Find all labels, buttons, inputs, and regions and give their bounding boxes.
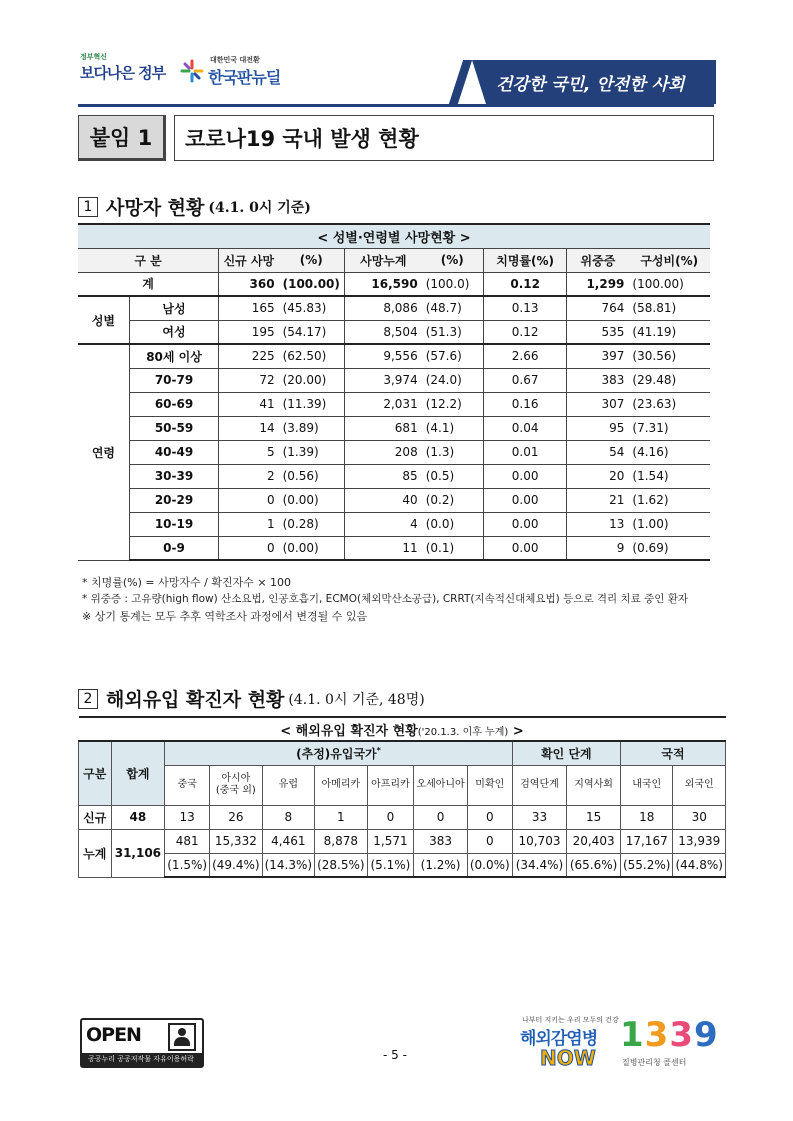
table-row bbox=[78, 536, 710, 560]
cell: 1 bbox=[315, 805, 367, 829]
row-label: 60-69 bbox=[129, 392, 218, 416]
cell: 383 bbox=[414, 829, 468, 853]
cell: (0.69) bbox=[628, 536, 710, 560]
head-gubun: 구분 bbox=[79, 741, 112, 805]
section2-title: 해외유입 확진자 현황 bbox=[106, 689, 285, 711]
cell: (20.00) bbox=[279, 368, 345, 392]
section2-heading bbox=[78, 685, 425, 712]
cell: (100.0) bbox=[422, 272, 484, 296]
col-cum-pct: (%) bbox=[422, 248, 484, 272]
cell: (1.39) bbox=[279, 440, 345, 464]
sub-asia-line2: (중국 외) bbox=[215, 785, 256, 796]
sub-africa: 아프리카 bbox=[367, 765, 414, 805]
cell: (1.54) bbox=[628, 464, 710, 488]
cell: 0.12 bbox=[483, 320, 566, 344]
gov-innovation-logo bbox=[80, 52, 170, 94]
open-word: OPEN bbox=[86, 1024, 141, 1046]
cell: 95 bbox=[567, 416, 629, 440]
cell: (55.2%) bbox=[620, 853, 672, 877]
cell: 681 bbox=[344, 416, 421, 440]
cell: 0.67 bbox=[483, 368, 566, 392]
col-new-pct: (%) bbox=[279, 248, 345, 272]
cell: 20 bbox=[567, 464, 629, 488]
cell: 0 bbox=[367, 805, 414, 829]
sub-europe: 유럽 bbox=[262, 765, 314, 805]
section1-title: 사망자 현황 bbox=[106, 197, 205, 219]
table-row bbox=[78, 440, 710, 464]
cell: (49.4%) bbox=[210, 853, 262, 877]
group-label: 연령 bbox=[78, 344, 129, 560]
cell: 0 bbox=[467, 805, 512, 829]
cell: 11 bbox=[344, 536, 421, 560]
row-label: 30-39 bbox=[129, 464, 218, 488]
cell: (0.00) bbox=[279, 488, 345, 512]
cell: 13 bbox=[165, 805, 210, 829]
section1-number: 1 bbox=[78, 197, 98, 217]
cell: 481 bbox=[165, 829, 210, 853]
cell: (0.0) bbox=[422, 512, 484, 536]
callcenter-1339-logo bbox=[618, 1015, 719, 1073]
cell: 8,504 bbox=[344, 320, 421, 344]
section2-number: 2 bbox=[78, 689, 98, 709]
cell: 5 bbox=[219, 440, 279, 464]
table-row bbox=[78, 416, 710, 440]
cell: 9 bbox=[567, 536, 629, 560]
section1-subtitle: (4.1. 0시 기준) bbox=[208, 199, 311, 216]
cell: (0.0%) bbox=[467, 853, 512, 877]
header-divider bbox=[78, 104, 714, 107]
cell: 0.00 bbox=[483, 464, 566, 488]
cell: 1,571 bbox=[367, 829, 414, 853]
cell: 3,974 bbox=[344, 368, 421, 392]
cell: 1 bbox=[219, 512, 279, 536]
head-origin-mark: * bbox=[376, 745, 381, 755]
gov-logo-big-text: 보다나은 정부 bbox=[80, 64, 166, 82]
cell: (41.19) bbox=[628, 320, 710, 344]
cell: (3.89) bbox=[279, 416, 345, 440]
cell: (1.00) bbox=[628, 512, 710, 536]
row-label: 신규 bbox=[79, 805, 112, 829]
cell: 0.12 bbox=[483, 272, 566, 296]
cell: (0.00) bbox=[279, 536, 345, 560]
cell: 41 bbox=[219, 392, 279, 416]
cell: (1.62) bbox=[628, 488, 710, 512]
table-row bbox=[79, 853, 726, 877]
cell: 31,106 bbox=[111, 829, 165, 877]
cell: (34.4%) bbox=[512, 853, 567, 877]
cell: 85 bbox=[344, 464, 421, 488]
head-stage: 확인 단계 bbox=[512, 741, 620, 765]
sub-unknown: 미확인 bbox=[467, 765, 512, 805]
cell: 0 bbox=[414, 805, 468, 829]
table-row bbox=[78, 344, 710, 368]
sub-asia-line1: 아시아 bbox=[221, 773, 251, 784]
page-title: 코로나19 국내 발생 현황 bbox=[174, 115, 714, 161]
cell: (28.5%) bbox=[315, 853, 367, 877]
head-nationality: 국적 bbox=[620, 741, 725, 765]
cell: (62.50) bbox=[279, 344, 345, 368]
cell: (1.5%) bbox=[165, 853, 210, 877]
death-table-caption: < 성별·연령별 사망현황 > bbox=[78, 224, 710, 248]
row-label: 70-79 bbox=[129, 368, 218, 392]
cell: 0 bbox=[467, 829, 512, 853]
cell: 15,332 bbox=[210, 829, 262, 853]
new-deal-small-text: 대한민국 대전환 bbox=[210, 56, 260, 64]
cell: (29.48) bbox=[628, 368, 710, 392]
col-severe-pct: 구성비(%) bbox=[628, 248, 710, 272]
cell: 2,031 bbox=[344, 392, 421, 416]
digit: 3 bbox=[644, 1015, 670, 1055]
cell: 54 bbox=[567, 440, 629, 464]
cell: (0.56) bbox=[279, 464, 345, 488]
cell: 20,403 bbox=[567, 829, 621, 853]
cell: (0.2) bbox=[422, 488, 484, 512]
row-label: 누계 bbox=[79, 829, 112, 877]
cell: 225 bbox=[219, 344, 279, 368]
cell: 33 bbox=[512, 805, 567, 829]
table-row bbox=[78, 464, 710, 488]
cell: 72 bbox=[219, 368, 279, 392]
head-origin-country bbox=[165, 741, 512, 765]
imported-cases-table bbox=[78, 716, 726, 878]
cell: (1.3) bbox=[422, 440, 484, 464]
table-notes bbox=[82, 574, 688, 625]
cell: 30 bbox=[673, 805, 726, 829]
cell: 0.00 bbox=[483, 536, 566, 560]
cell: 0.00 bbox=[483, 512, 566, 536]
cell: (54.17) bbox=[279, 320, 345, 344]
open-license-text: 공공누리 공공저작물 자유이용허락 bbox=[82, 1053, 202, 1066]
cell: 21 bbox=[567, 488, 629, 512]
table-row bbox=[78, 368, 710, 392]
table-row bbox=[78, 296, 710, 320]
row-label: 50-59 bbox=[129, 416, 218, 440]
cell: (0.28) bbox=[279, 512, 345, 536]
cell: 13 bbox=[567, 512, 629, 536]
table-row bbox=[79, 829, 726, 853]
cell: (100.00) bbox=[279, 272, 345, 296]
callcenter-number bbox=[620, 1015, 719, 1055]
cell: 18 bbox=[620, 805, 672, 829]
col-severe: 위중증 bbox=[567, 248, 629, 272]
cell: 26 bbox=[210, 805, 262, 829]
table-row bbox=[78, 488, 710, 512]
cell: 2 bbox=[219, 464, 279, 488]
slogan-text: 건강한 국민, 안전한 사회 bbox=[496, 75, 685, 95]
group-label: 성별 bbox=[78, 296, 129, 344]
section1-heading bbox=[78, 193, 311, 220]
cell: (4.16) bbox=[628, 440, 710, 464]
row-label: 여성 bbox=[129, 320, 218, 344]
note-disclaimer: ※ 상기 통계는 모두 추후 역학조사 과정에서 변경될 수 있음 bbox=[82, 610, 368, 623]
sub-oceania: 오세아니아 bbox=[414, 765, 468, 805]
sub-foreigner: 외국인 bbox=[673, 765, 726, 805]
cell: 307 bbox=[567, 392, 629, 416]
cell: (24.0) bbox=[422, 368, 484, 392]
sub-america: 아메리카 bbox=[315, 765, 367, 805]
sub-quarantine: 검역단계 bbox=[512, 765, 567, 805]
new-deal-burst-icon bbox=[180, 59, 204, 83]
cell: 40 bbox=[344, 488, 421, 512]
imported-table-caption bbox=[79, 717, 726, 741]
digit: 3 bbox=[669, 1015, 695, 1055]
cell: (4.1) bbox=[422, 416, 484, 440]
cell: (5.1%) bbox=[367, 853, 414, 877]
cell: 0.13 bbox=[483, 296, 566, 320]
cell: 0.16 bbox=[483, 392, 566, 416]
cell: 14 bbox=[219, 416, 279, 440]
cell: (12.2) bbox=[422, 392, 484, 416]
cell: 10,703 bbox=[512, 829, 567, 853]
cell: 2.66 bbox=[483, 344, 566, 368]
cell: 16,590 bbox=[344, 272, 421, 296]
korean-new-deal-logo bbox=[180, 55, 290, 91]
cell: 0.00 bbox=[483, 488, 566, 512]
cell: 195 bbox=[219, 320, 279, 344]
cell: 15 bbox=[567, 805, 621, 829]
new-deal-big-text: 한국판뉴딜 bbox=[208, 68, 281, 87]
sub-community: 지역사회 bbox=[567, 765, 621, 805]
cell: 8,878 bbox=[315, 829, 367, 853]
head-origin-text: (추정)유입국가 bbox=[296, 746, 377, 761]
page-number: - 5 - bbox=[383, 1048, 407, 1062]
sub-asia bbox=[210, 765, 262, 805]
cell: (30.56) bbox=[628, 344, 710, 368]
caption-period: ('20.1.3. 이후 누계) bbox=[417, 726, 509, 738]
death-status-table bbox=[78, 223, 710, 561]
row-label: 남성 bbox=[129, 296, 218, 320]
col-cum-deaths: 사망누계 bbox=[344, 248, 421, 272]
row-label: 40-49 bbox=[129, 440, 218, 464]
cell: 0 bbox=[219, 536, 279, 560]
cell: (58.81) bbox=[628, 296, 710, 320]
cell: 764 bbox=[567, 296, 629, 320]
cell: 17,167 bbox=[620, 829, 672, 853]
cell: 0.04 bbox=[483, 416, 566, 440]
col-new-deaths: 신규 사망 bbox=[219, 248, 279, 272]
cell: 4,461 bbox=[262, 829, 314, 853]
row-label: 계 bbox=[78, 272, 219, 296]
table-row bbox=[78, 512, 710, 536]
table-row bbox=[78, 392, 710, 416]
cell: 383 bbox=[567, 368, 629, 392]
cell: (0.5) bbox=[422, 464, 484, 488]
cell: 165 bbox=[219, 296, 279, 320]
digit: 9 bbox=[694, 1015, 719, 1055]
col-cfr: 치명률(%) bbox=[483, 248, 566, 272]
attachment-tag: 붙임 1 bbox=[78, 115, 166, 161]
sub-china: 중국 bbox=[165, 765, 210, 805]
cell: 13,939 bbox=[673, 829, 726, 853]
col-gubun: 구 분 bbox=[78, 248, 219, 272]
cell: (51.3) bbox=[422, 320, 484, 344]
table-row bbox=[79, 805, 726, 829]
cell: (11.39) bbox=[279, 392, 345, 416]
caption-text: < 해외유입 확진자 현황 bbox=[280, 723, 418, 739]
head-total: 합계 bbox=[111, 741, 165, 805]
cell: (14.3%) bbox=[262, 853, 314, 877]
cell: 208 bbox=[344, 440, 421, 464]
row-label: 0-9 bbox=[129, 536, 218, 560]
overseas-tagline: 나부터 지키는 우리 모두의 건강 bbox=[522, 1016, 619, 1024]
page-title-box bbox=[78, 115, 714, 161]
overseas-infection-now-logo bbox=[520, 1015, 619, 1073]
cell: (100.00) bbox=[628, 272, 710, 296]
overseas-now: NOW bbox=[540, 1046, 596, 1070]
kogl-open-license-badge bbox=[80, 1018, 204, 1068]
slogan-banner bbox=[486, 60, 716, 104]
cell: 4 bbox=[344, 512, 421, 536]
cell: (1.2%) bbox=[414, 853, 468, 877]
table-row bbox=[78, 320, 710, 344]
caption-end: > bbox=[508, 723, 524, 739]
cell: 397 bbox=[567, 344, 629, 368]
cell: (0.1) bbox=[422, 536, 484, 560]
cell: 0 bbox=[219, 488, 279, 512]
section2-subtitle: (4.1. 0시 기준, 48명) bbox=[288, 691, 425, 708]
sub-korean: 내국인 bbox=[620, 765, 672, 805]
cell: 48 bbox=[111, 805, 165, 829]
cell: 9,556 bbox=[344, 344, 421, 368]
cell: 8,086 bbox=[344, 296, 421, 320]
row-label: 10-19 bbox=[129, 512, 218, 536]
gov-logo-small-text: 정부혁신 bbox=[80, 53, 108, 61]
cell: (44.8%) bbox=[673, 853, 726, 877]
cell: (23.63) bbox=[628, 392, 710, 416]
digit: 1 bbox=[620, 1015, 645, 1055]
cell: (48.7) bbox=[422, 296, 484, 320]
attribution-person-icon bbox=[168, 1023, 196, 1051]
cell: (65.6%) bbox=[567, 853, 621, 877]
cell: 1,299 bbox=[567, 272, 629, 296]
row-label: 20-29 bbox=[129, 488, 218, 512]
note-cfr: * 치명률(%) = 사망자수 / 확진자수 × 100 bbox=[82, 576, 292, 589]
row-label: 80세 이상 bbox=[129, 344, 218, 368]
cell: (45.83) bbox=[279, 296, 345, 320]
callcenter-label: 질병관리청 콜센터 bbox=[622, 1058, 687, 1067]
cell: 535 bbox=[567, 320, 629, 344]
table-row bbox=[78, 272, 710, 296]
note-severe: * 위중증 : 고유량(high flow) 산소요법, 인공호흡기, ECMO(체외막산소공급), CRRT(지속적신대체요법) 등으로 격리 치료 중인 환자 bbox=[82, 593, 689, 605]
cell: 8 bbox=[262, 805, 314, 829]
cell: (57.6) bbox=[422, 344, 484, 368]
cell: 0.01 bbox=[483, 440, 566, 464]
cell: 360 bbox=[219, 272, 279, 296]
cell: (7.31) bbox=[628, 416, 710, 440]
overseas-title: 해외감염병 bbox=[520, 1029, 598, 1049]
